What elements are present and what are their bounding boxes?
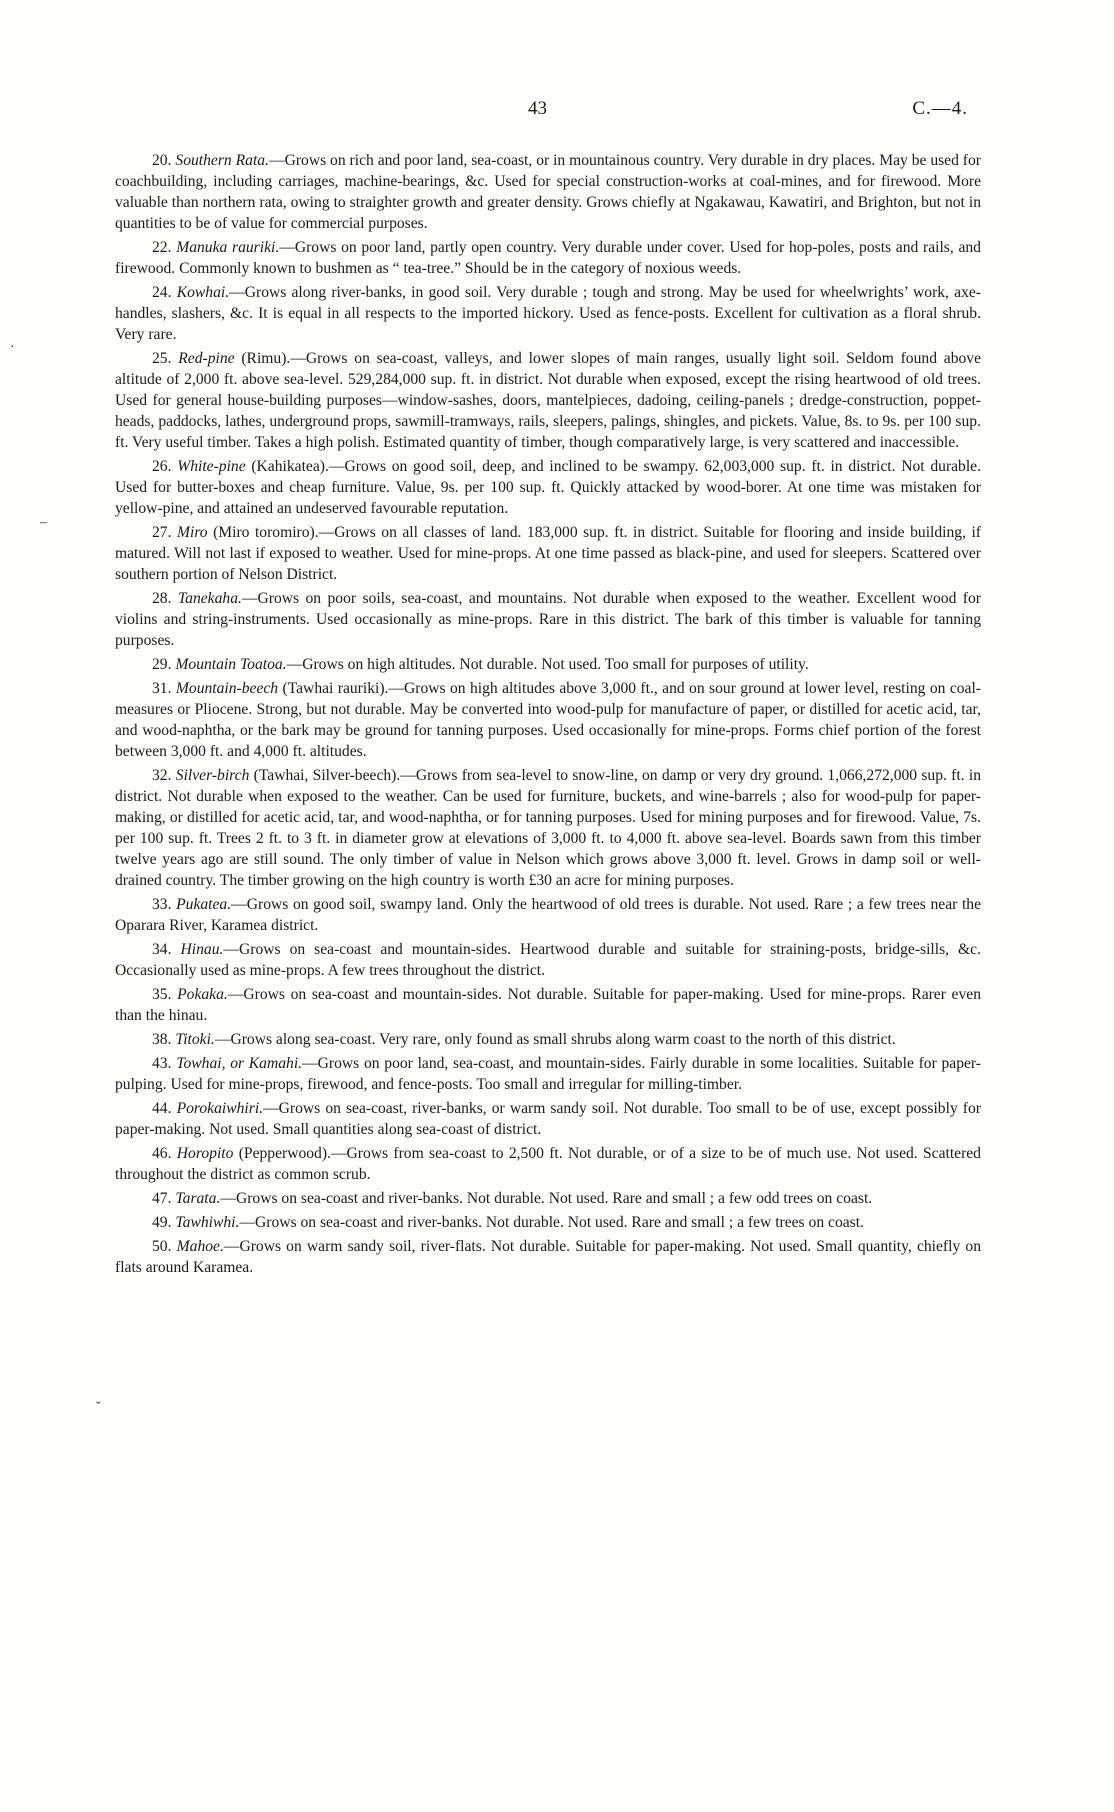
species-name: Mountain Toatoa. [175,656,287,673]
entry-description: —Grows on sea-coast, river-banks, or warm sandy soil. Not durable. Too small to be of use, except possibly for paper-making. Not used. Small quantities along sea-coast of district. [115,1100,981,1138]
entry-number: 49. [152,1214,172,1231]
timber-entry [115,150,981,234]
timber-entry [115,237,981,279]
species-alt-name: (Tawhai rauriki). [278,680,389,697]
entry-number: 50. [152,1238,172,1255]
species-alt-name: (Miro toromiro). [207,524,319,541]
entry-description: —Grows on poor land, sea-coast, and mountain-sides. Fairly durable in some localities. Suitable for paper-pulping. Used for mine-props, firewood, and fence-posts. Too small and irregular for milling-timber. [115,1055,981,1093]
entry-number: 47. [152,1190,172,1207]
entry-description: —Grows on warm sandy soil, river-flats. Not durable. Suitable for paper-making. Not used. Small quantity, chiefly on flats around Karamea. [115,1238,981,1276]
species-name: Tarata. [175,1190,221,1207]
timber-entry [115,939,981,981]
timber-entries [115,150,981,1281]
document-code: C.—4. [912,98,968,119]
entry-number: 27. [152,524,172,541]
timber-entry [115,1236,981,1278]
timber-entry [115,765,981,891]
species-name: Mountain-beech [175,680,279,697]
entry-description: —Grows from sea-coast to 2,500 ft. Not durable, or of a size to be of much use. Not used. Scattered throughout the district as common scrub. [115,1145,981,1183]
timber-entry [115,1098,981,1140]
species-alt-name: (Tawhai, Silver-beech). [249,767,401,784]
timber-entry [115,1053,981,1095]
timber-entry [115,1188,981,1209]
entry-number: 32. [152,767,172,784]
timber-entry [115,348,981,453]
timber-entry [115,984,981,1026]
timber-entry [115,282,981,345]
timber-entry [115,1212,981,1233]
entry-number: 29. [152,656,172,673]
page-header [0,98,1114,124]
timber-entry [115,894,981,936]
species-name: Horopito [176,1145,234,1162]
timber-entry [115,1029,981,1050]
timber-entry [115,1143,981,1185]
species-name: Red-pine [178,350,235,367]
timber-entry [115,588,981,651]
entry-description: —Grows on high altitudes. Not durable. Not used. Too small for purposes of utility. [286,656,809,673]
species-name: Porokaiwhiri. [176,1100,264,1117]
entry-number: 34. [152,941,172,958]
species-name: Pukatea. [176,896,232,913]
entry-number: 28. [152,590,172,607]
timber-entry [115,678,981,762]
entry-description: —Grows on good soil, swampy land. Only the heartwood of old trees is durable. Not used. Rare ; a few trees near the Oparara River, Karamea district. [115,896,981,934]
entry-number: 26. [152,458,172,475]
margin-mark: – [40,515,47,530]
species-name: Manuka rauriki. [176,239,280,256]
species-name: Tanekaha. [177,590,242,607]
species-name: Titoki. [175,1031,215,1048]
entry-number: 44. [152,1100,172,1117]
species-name: Pokaka. [177,986,228,1003]
entry-description: —Grows on sea-coast and mountain-sides. Not durable. Suitable for paper-making. Used for mine-props. Rarer even than the hinau. [115,986,981,1024]
species-name: Tawhiwhi. [175,1214,240,1231]
entry-description: —Grows on poor soils, sea-coast, and mountains. Not durable when exposed to the weather. Excellent wood for violins and string-instruments. Used occasionally as mine-props. Rare in this district. The bark of this timber is valuable for tanning purposes. [115,590,981,649]
species-alt-name: (Rimu). [234,350,291,367]
entry-number: 35. [152,986,172,1003]
entry-number: 24. [152,284,172,301]
species-name: Hinau. [180,941,224,958]
timber-entry [115,654,981,675]
entry-description: —Grows along sea-coast. Very rare, only found as small shrubs along warm coast to the north of this district. [214,1031,896,1048]
species-name: Towhai, or Kamahi. [176,1055,303,1072]
entry-number: 43. [152,1055,172,1072]
entry-description: —Grows on good soil, deep, and inclined to be swampy. 62,003,000 sup. ft. in district. Not durable. Used for butter-boxes and cheap furniture. Value, 9s. per 100 sup. ft. Quickly attacked by wood-borer. At one time was mistaken for yellow-pine, and attained an undeserved favourable reputation. [115,458,982,517]
page-number: 43 [528,98,547,119]
timber-entry [115,456,981,519]
entry-number: 31. [152,680,172,697]
entry-description: —Grows on all classes of land. 183,000 sup. ft. in district. Suitable for flooring and inside building, if matured. Will not last if exposed to weather. Used for mine-props. At one time passed as black-pine, and used for sleepers. Scattered over southern portion of Nelson District. [115,524,981,583]
entry-number: 22. [152,239,172,256]
species-name: Southern Rata. [175,152,269,169]
entry-description: —Grows on rich and poor land, sea-coast, or in mountainous country. Very durable in dry places. May be used for coachbuilding, including carriages, machine-bearings, &c. Used for special construction-works at coal-mines, and for firewood. More valuable than northern rata, owing to straighter growth and greater density. Grows chiefly at Ngakawau, Kawatiri, and Brighton, but not in quantities to be of value for commercial purposes. [115,152,981,232]
species-name: Miro [177,524,208,541]
entry-description: —Grows on sea-coast and mountain-sides. Heartwood durable and suitable for straining-posts, bridge-sills, &c. Occasionally used as mine-props. A few trees throughout the district. [115,941,981,979]
entry-description: —Grows on sea-coast and river-banks. Not durable. Not used. Rare and small ; a few odd trees on coast. [220,1190,873,1207]
entry-description: —Grows on high altitudes above 3,000 ft., and on sour ground at lower level, resting on coal-measures or Pliocene. Strong, but not durable. May be converted into wood-pulp for manufacture of paper, or distilled for acetic acid, tar, and wood-naphtha, or the bark may be ground for tanning purposes. Used occasionally for mine-props. Forms chief portion of the forest between 3,000 ft. and 4,000 ft. altitudes. [115,680,981,760]
entry-number: 38. [152,1031,172,1048]
margin-mark: · [10,340,15,355]
entry-description: —Grows on sea-coast, valleys, and lower slopes of main ranges, usually light soil. Seldom found above altitude of 2,000 ft. above sea-level. 529,284,000 sup. ft. in district. Not durable when exposed, except the rising heartwood of old trees. Used for general house-building purposes—window-sashes, doors, mantelpieces, dadoing, ceiling-panels ; dredge-construction, poppet-heads, paddocks, lathes, underground props, sawmill-tramways, rails, sleepers, palings, shingles, and pickets. Value, 8s. to 9s. per 100 sup. ft. Very useful timber. Takes a high polish. Estimated quantity of timber, though comparatively large, is very scattered and inaccessible. [115,350,982,451]
species-alt-name: (Pepperwood). [233,1145,331,1162]
entry-description: —Grows on sea-coast and river-banks. Not durable. Not used. Rare and small ; a few trees on coast. [239,1214,864,1231]
species-name: Mahoe. [176,1238,224,1255]
entry-number: 20. [152,152,172,169]
entry-description: —Grows along river-banks, in good soil. Very durable ; tough and strong. May be used for wheelwrights’ work, axe-handles, slashers, &c. It is equal in all respects to the imported hickory. Used as fence-posts. Excellent for cultivation as a floral shrub. Very rare. [115,284,981,343]
entry-description: —Grows on poor land, partly open country. Very durable under cover. Used for hop-poles, posts and rails, and firewood. Commonly known to bushmen as “ tea-tree.” Should be in the category of noxious weeds. [115,239,981,277]
entry-number: 25. [152,350,172,367]
species-name: Kowhai. [176,284,230,301]
species-name: White-pine [177,458,246,475]
margin-mark: ˘ [96,1400,101,1415]
species-alt-name: (Kahikatea). [245,458,329,475]
timber-entry [115,522,981,585]
entry-number: 33. [152,896,172,913]
species-name: Silver-birch [175,767,250,784]
entry-description: —Grows from sea-level to snow-line, on damp or very dry ground. 1,066,272,000 sup. ft. in district. Not durable when exposed to the weather. Can be used for furniture, buckets, and wine-barrels ; also for wood-pulp for paper-making, or distilled for acetic acid, tar, and wood-naphtha, or for tanning purposes. Used for mining purposes and for firewood. Value, 7s. per 100 sup. ft. Trees 2 ft. to 3 ft. in diameter grow at elevations of 3,000 ft. to 4,000 ft. above sea-level. Boards sawn from this timber twelve years ago are still sound. The only timber of value in Nelson which grows above 3,000 ft. level. Grows in damp soil or well-drained country. The timber growing on the high country is worth £30 an acre for mining purposes. [115,767,981,889]
entry-number: 46. [152,1145,172,1162]
